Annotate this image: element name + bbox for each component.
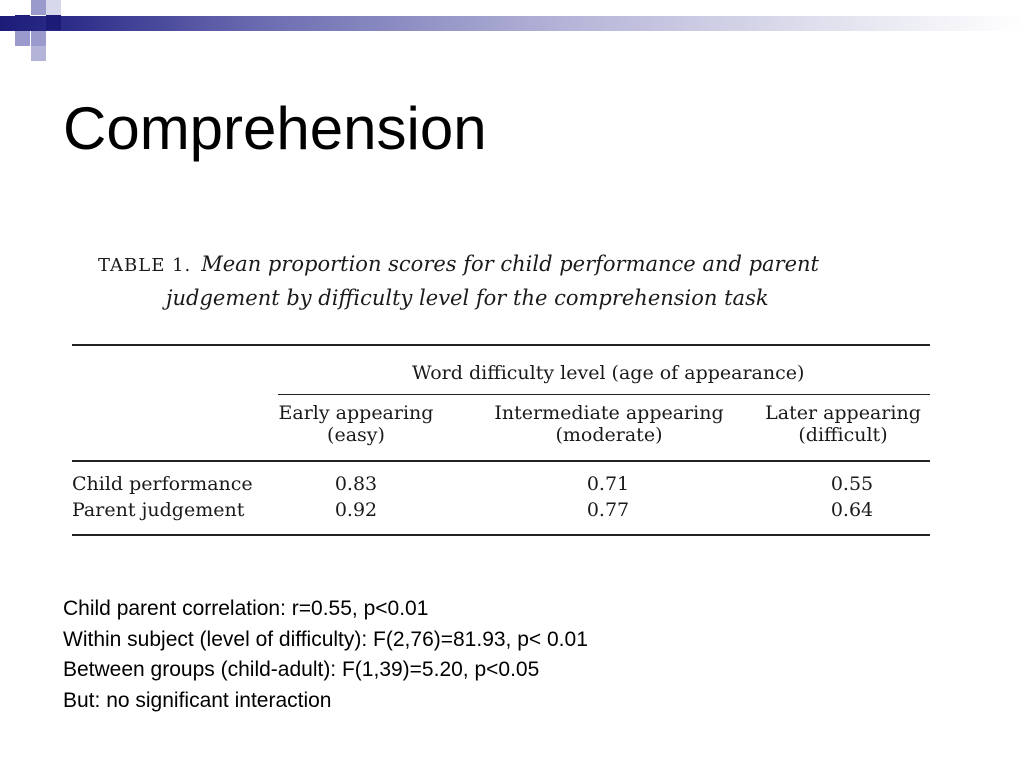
row-label-child: Child performance (72, 473, 253, 495)
column-header-line: Intermediate appearing (494, 402, 724, 424)
table-cell: 0.64 (830, 499, 874, 521)
table-cell: 0.83 (334, 473, 378, 495)
statistics-notes (63, 594, 588, 716)
row-label-parent: Parent judgement (72, 499, 245, 521)
results-table (70, 244, 932, 544)
table-cell: 0.71 (586, 473, 630, 495)
decor-square (31, 0, 46, 15)
group-header: Word difficulty level (age of appearance) (412, 362, 805, 384)
note-line: Within subject (level of difficulty): F(2,76)=81.93, p< 0.01 (63, 627, 588, 651)
note-line: Child parent correlation: r=0.55, p<0.01 (63, 597, 429, 620)
note-line: But: no significant interaction (63, 688, 332, 712)
table-top-rule (72, 344, 930, 346)
caption-line-1: Mean proportion scores for child performance and parent (201, 252, 819, 276)
table-cell: 0.77 (586, 499, 630, 521)
header-decoration (0, 0, 1024, 64)
decor-square (46, 15, 61, 30)
header-gradient-bar (0, 16, 1024, 31)
column-header-line: (moderate) (555, 424, 663, 446)
header-bottom-rule (72, 460, 930, 462)
table-caption (98, 248, 928, 314)
column-header-later (758, 402, 928, 446)
caption-line-2: judgement by difficulty level for the comprehension task (166, 286, 769, 310)
column-header-line: Early appearing (278, 402, 434, 424)
slide-title: Comprehension (63, 95, 487, 162)
decor-square (31, 31, 46, 46)
column-header-line: Later appearing (765, 402, 921, 424)
decor-square (15, 31, 30, 46)
column-header-intermediate (484, 402, 734, 446)
column-header-early (266, 402, 446, 446)
table-cell: 0.55 (830, 473, 874, 495)
note-line: Between groups (child-adult): F(1,39)=5.20, p<0.05 (63, 658, 540, 681)
table-label: TABLE 1. (98, 255, 192, 276)
group-header-rule (278, 394, 930, 395)
column-header-line: (difficult) (798, 424, 888, 446)
table-cell: 0.92 (334, 499, 378, 521)
decor-square (46, 0, 61, 15)
decor-square (31, 46, 46, 61)
column-header-line: (easy) (327, 424, 385, 446)
table-bottom-rule (72, 534, 930, 536)
